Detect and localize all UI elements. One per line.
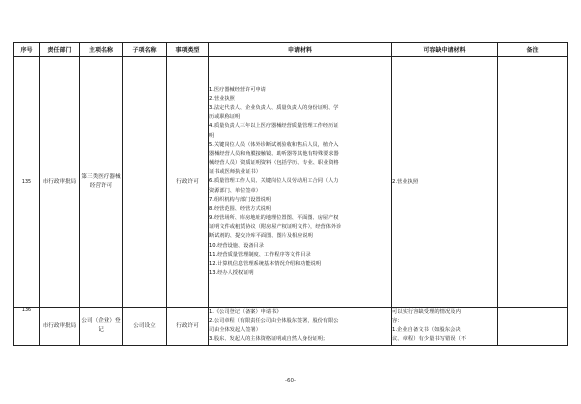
row-type: 行政许可 (167, 57, 209, 308)
material-line: 1.医疗器械经营许可申请 (209, 86, 266, 93)
material-line: 资源部门、单位签章） (209, 187, 261, 194)
material-line: 1.《公司登记（备案）申请书》 (209, 309, 282, 315)
row-materials (209, 308, 392, 346)
header-type: 事项类型 (167, 43, 209, 57)
acceptable-line: 1.企业自备文书（如股东会决 (392, 327, 461, 333)
row-materials (209, 57, 392, 308)
header-row (14, 43, 568, 57)
material-line: 11.经营质量管理制度、工作程序等文件目录 (209, 251, 311, 258)
header-acceptable: 可容缺申请材料 (392, 43, 498, 57)
header-remarks: 备注 (498, 43, 568, 57)
material-line: 历或职称证明 (209, 114, 241, 121)
material-line: 6.质量管理工作人员、关键岗位人员劳动用工合同（人力 (209, 178, 339, 185)
material-line: 3.法定代表人、企业负责人、质量负责人的身份证明、学 (209, 105, 339, 112)
material-line: 司由全体发起人签署） (209, 327, 261, 334)
table-row (14, 57, 568, 308)
material-line: 明 (209, 132, 215, 139)
material-line: 5.关键岗位人员（体外诊断试剂验收和售后人员，植介入 (209, 141, 339, 148)
row-item: 公司（企业）登记 (80, 308, 123, 346)
page-number: -60- (285, 378, 296, 384)
material-line: 4.质量负责人三年以上医疗器械经营质量管理工作经历证 (209, 123, 339, 130)
row-seq: 136 (14, 308, 40, 346)
row-subitem: 公司设立 (123, 308, 167, 346)
header-dept: 责任部门 (40, 43, 80, 57)
row-acceptable (392, 308, 498, 346)
material-line: 12.计算机信息管理系统基本情况介绍和功能说明 (209, 260, 322, 267)
material-line: 断试剂的、提交冷库平面图、图片及相应说明 (209, 233, 313, 240)
header-seq: 序号 (14, 43, 40, 57)
material-line: 械经营人员）资质证明资料（包括学历、专业、职业资格 (209, 160, 339, 167)
row-seq: 135 (14, 57, 40, 308)
header-subitem: 子项名称 (123, 43, 167, 57)
material-line: 2.公司章程（有限责任公司由全体股东签署，股份有限公 (209, 318, 339, 325)
row-remarks (498, 308, 568, 346)
table-row (14, 308, 568, 346)
material-line: 证书或医师执业证书） (209, 169, 261, 176)
material-line: 器械经营人员和角膜接触镜、助听器等其他有特殊要求器 (209, 150, 339, 157)
row-dept: 市行政审批局 (40, 308, 80, 346)
row-item: 第三类医疗器械经营许可 (80, 57, 123, 308)
row-remarks (498, 57, 568, 308)
material-line: 13.经办人授权证明 (209, 269, 254, 276)
acceptable-line: 可以实行容缺受理的情况及内 (392, 309, 461, 315)
material-line: 证明文件或租赁协议（附房屋产权证明文件），经营体外诊 (209, 224, 342, 231)
material-line: 10.经营设施、设备目录 (209, 242, 264, 249)
acceptable-line: 容： (392, 318, 403, 324)
header-item: 主项名称 (80, 43, 123, 57)
material-line: 7.组织机构与部门设置说明 (209, 196, 272, 203)
acceptable-line: 2.营业执照 (392, 178, 419, 185)
material-line: 8.经营范围、经营方式说明 (209, 205, 272, 212)
header-materials: 申请材料 (209, 43, 392, 57)
material-line: 9.经营场所、库房地址的地理位置图、平面图、房屋产权 (209, 215, 339, 222)
row-type: 行政许可 (167, 308, 209, 346)
material-line: 3.股东、发起人的主体资格证明或自然人身份证明； (209, 336, 329, 343)
acceptable-line: 议、章程）有少量书写错误（不 (392, 336, 467, 342)
row-dept: 市行政审批局 (40, 57, 80, 308)
row-subitem (123, 57, 167, 308)
material-line: 2.营业执照 (209, 96, 235, 103)
permit-table (13, 42, 568, 346)
row-acceptable (392, 57, 498, 308)
